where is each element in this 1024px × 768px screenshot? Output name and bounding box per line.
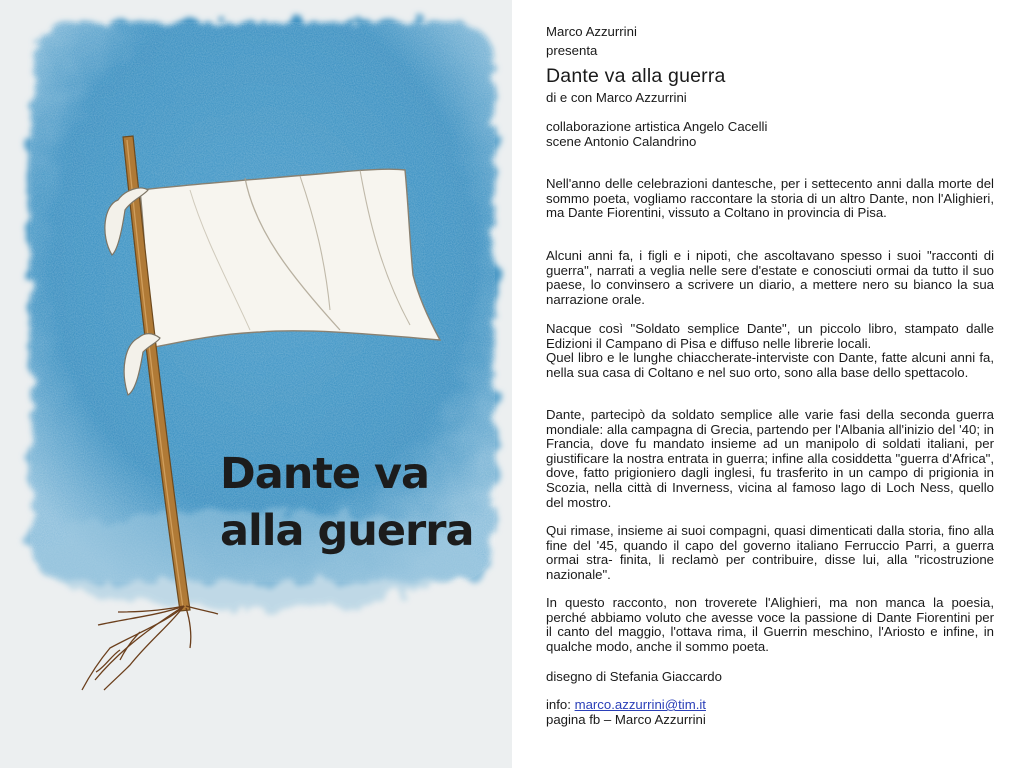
poster-title	[220, 446, 473, 560]
paragraph-3b: Quel libro e le lunghe chiaccherate-interviste con Dante, fatte alcuni anni fa, nella sua casa di Coltano e nel suo orto, sono alla base dello spettacolo.	[546, 350, 994, 380]
paragraph-6: In questo racconto, non troverete l'Alighieri, ma non manca la poesia, perché abbiamo voluto che avesse voce la passione di Dante Fiorentini per il canto del maggio, l'ottava rima, il Guerrin meschino, l'Ariosto e infine, in qualche modo, anche il sommo poeta.	[546, 595, 994, 654]
set-design: scene Antonio Calandrino	[546, 134, 697, 149]
paragraph-2: Alcuni anni fa, i figli e i nipoti, che ascoltavano spesso i suoi "racconti di guerra", narrati a veglia nelle sere d'estate e conosciuti ormai da tutto il suo paese, lo convinsero a scrivere un diario, a mettere nero su bianco la sua narrazione orale.	[546, 248, 994, 307]
facebook-page: pagina fb – Marco Azzurrini	[546, 712, 706, 727]
show-title: Dante va alla guerra	[546, 65, 726, 87]
paragraph-1: Nell'anno delle celebrazioni dantesche, per i settecento anni dalla morte del sommo poeta, vogliamo raccontare la storia di un altro Dante, non l'Alighieri, ma Dante Fiorentini, vissuto a Coltano in provincia di Pisa.	[546, 176, 994, 221]
presenta-label: presenta	[546, 43, 598, 58]
artistic-collaboration: collaborazione artistica Angelo Cacelli	[546, 119, 768, 134]
byline: di e con Marco Azzurrini	[546, 90, 687, 105]
paragraph-3a: Nacque così "Soldato semplice Dante", un piccolo libro, stampato dalle Edizioni il Campano di Pisa e diffuso nelle librerie locali.	[546, 321, 994, 351]
info-label: info:	[546, 697, 575, 712]
paragraph-3	[546, 322, 994, 380]
paragraph-4: Dante, partecipò da soldato semplice alle varie fasi della seconda guerra mondiale: alla campagna di Grecia, partendo per l'Albania all'inizio del '40; in Francia, dove fu mandato insieme ad un manipolo di soldati italiani, per giustificare la nostra entrata in guerra; infine alla cosiddetta "guerra d'Africa", dove, fatto prigioniero dagli inglesi, fu trasferito in un campo di prigionia in Scozia, nella città di Inverness, vicina al famoso lago di Loch Ness, quello del mostro.	[546, 407, 994, 510]
presenter-name: Marco Azzurrini	[546, 24, 637, 39]
email-link[interactable]: marco.azzurrini@tim.it	[574, 697, 706, 712]
paragraph-5: Qui rimase, insieme ai suoi compagni, quasi dimenticati dalla storia, fino alla fine del '45, quando il capo del governo italiano Ferruccio Parri, a guerra ormai stra- finita, li reclamò per contribuire, disse lui, alla "ricostruzione nazionale".	[546, 523, 994, 582]
contact-info	[546, 697, 706, 712]
poster-title-line1: Dante va	[220, 449, 430, 499]
flag-cloth	[140, 169, 440, 348]
drawing-credit: disegno di Stefania Giaccardo	[546, 669, 722, 684]
poster-title-line2: alla guerra	[220, 506, 474, 556]
flag-roots	[82, 606, 218, 690]
description-panel	[546, 0, 994, 768]
